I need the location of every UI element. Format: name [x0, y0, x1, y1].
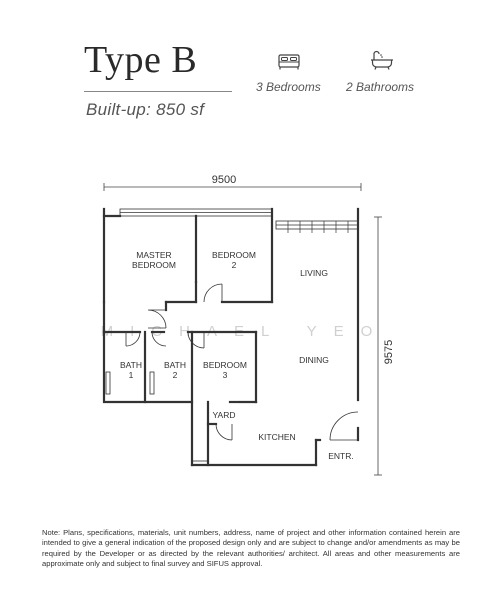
unit-type-title: Type B — [84, 39, 198, 81]
living-label: LIVING — [300, 268, 328, 278]
bedroom3-label-1: BEDROOM — [203, 360, 247, 370]
kitchen-label: KITCHEN — [258, 432, 296, 442]
bath2-label-1: BATH — [163, 360, 187, 370]
entrance-label: ENTR. — [328, 451, 354, 461]
bedroom2-label-2: 2 — [231, 260, 237, 270]
depth-dimension-line — [374, 217, 382, 475]
depth-dimension-label: 9575 — [383, 339, 395, 365]
living-window-mullions — [288, 221, 348, 233]
master-bedroom-label-1: MASTER — [136, 250, 172, 260]
yard-label: YARD — [212, 410, 236, 420]
bedrooms-label: 3 Bedrooms — [256, 80, 321, 94]
doors — [126, 284, 358, 465]
dining-label: DINING — [299, 355, 329, 365]
disclaimer-note: Note: Plans, specifications, materials, unit numbers, address, name of project and other information contained herein are intended to give a general indication of the proposed design only and are subject to change and/or amendments as may be required by the Developer or as directed by the relevant authorities/ architect. All areas and other measurements are approximate only and subject to final survey and SIFUS approval. — [42, 528, 460, 569]
master-bedroom-label-2: BEDROOM — [132, 260, 176, 270]
bedroom2-label-1: BEDROOM — [212, 250, 256, 260]
watermark: MICHAEL YEO — [100, 323, 390, 340]
bathrooms-label: 2 Bathrooms — [346, 80, 415, 94]
bath1-label-1: BATH — [119, 360, 143, 370]
bath1-label-2: 1 — [128, 370, 134, 380]
bath2-label-2: 2 — [172, 370, 178, 380]
built-up-area: Built-up: 850 sf — [86, 100, 205, 119]
room-labels — [120, 250, 354, 461]
bedroom3-label-2: 3 — [222, 370, 228, 380]
width-dimension-label: 9500 — [211, 174, 237, 186]
